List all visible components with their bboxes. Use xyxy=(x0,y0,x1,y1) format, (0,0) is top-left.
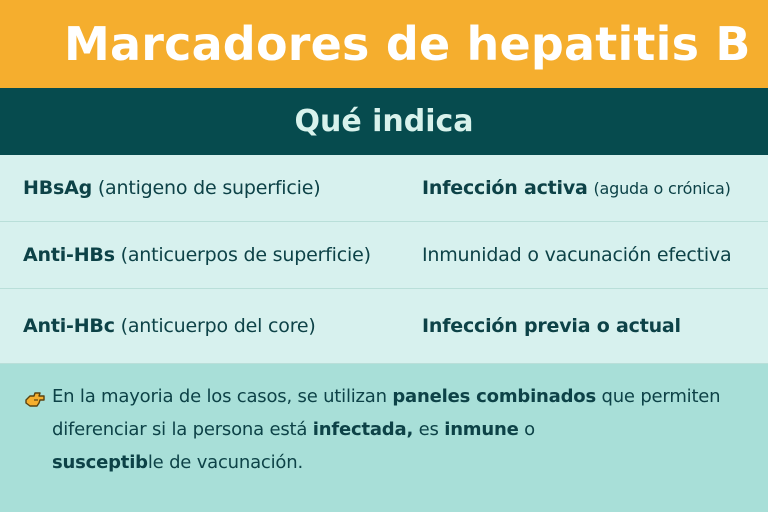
marker-cell xyxy=(23,289,316,364)
marker-detail: (antigeno de superficie) xyxy=(97,177,321,199)
pointing-hand-icon xyxy=(24,391,46,411)
title-bar xyxy=(0,0,768,88)
note-text-part: diferenciar si la persona está xyxy=(52,419,308,440)
note-emphasis: susceptib xyxy=(52,452,148,473)
page-title: Marcadores de hepatitis B xyxy=(64,17,751,71)
meaning-cell xyxy=(422,289,681,364)
table-header xyxy=(0,88,768,155)
note-line-1 xyxy=(52,380,752,413)
note-text-part: En la mayoria de los casos, se utilizan xyxy=(52,386,387,407)
note-text-part: le de vacunación. xyxy=(147,452,303,473)
note-text-part: que permiten xyxy=(601,386,721,407)
note-line-2 xyxy=(52,413,752,446)
note-emphasis: inmune xyxy=(444,419,519,440)
note-text-part: es xyxy=(418,419,439,440)
meaning-plain: (aguda o crónica) xyxy=(593,179,731,198)
note-box xyxy=(0,364,768,512)
marker-name: Anti-HBc xyxy=(23,315,115,337)
marker-detail: (anticuerpo del core) xyxy=(120,315,316,337)
note-emphasis: paneles combinados xyxy=(392,386,596,407)
note-text-part: o xyxy=(524,419,535,440)
meaning-plain: Inmunidad o vacunación efectiva xyxy=(422,244,732,266)
table-row-hbsag xyxy=(0,155,768,222)
marker-name: HBsAg xyxy=(23,177,92,199)
meaning-cell xyxy=(422,155,731,222)
note-text xyxy=(52,380,752,479)
table-row-anti-hbc xyxy=(0,289,768,364)
table-row-anti-hbs xyxy=(0,222,768,289)
marker-detail: (anticuerpos de superficie) xyxy=(120,244,371,266)
note-line-3 xyxy=(52,446,752,479)
marker-cell xyxy=(23,222,371,289)
marker-name: Anti-HBs xyxy=(23,244,115,266)
marker-cell xyxy=(23,155,320,222)
meaning-bold: Infección activa xyxy=(422,177,588,199)
meaning-bold: Infección previa o actual xyxy=(422,315,681,337)
meaning-cell xyxy=(422,222,731,289)
note-emphasis: infectada, xyxy=(312,419,414,440)
header-title: Qué indica xyxy=(294,104,474,139)
